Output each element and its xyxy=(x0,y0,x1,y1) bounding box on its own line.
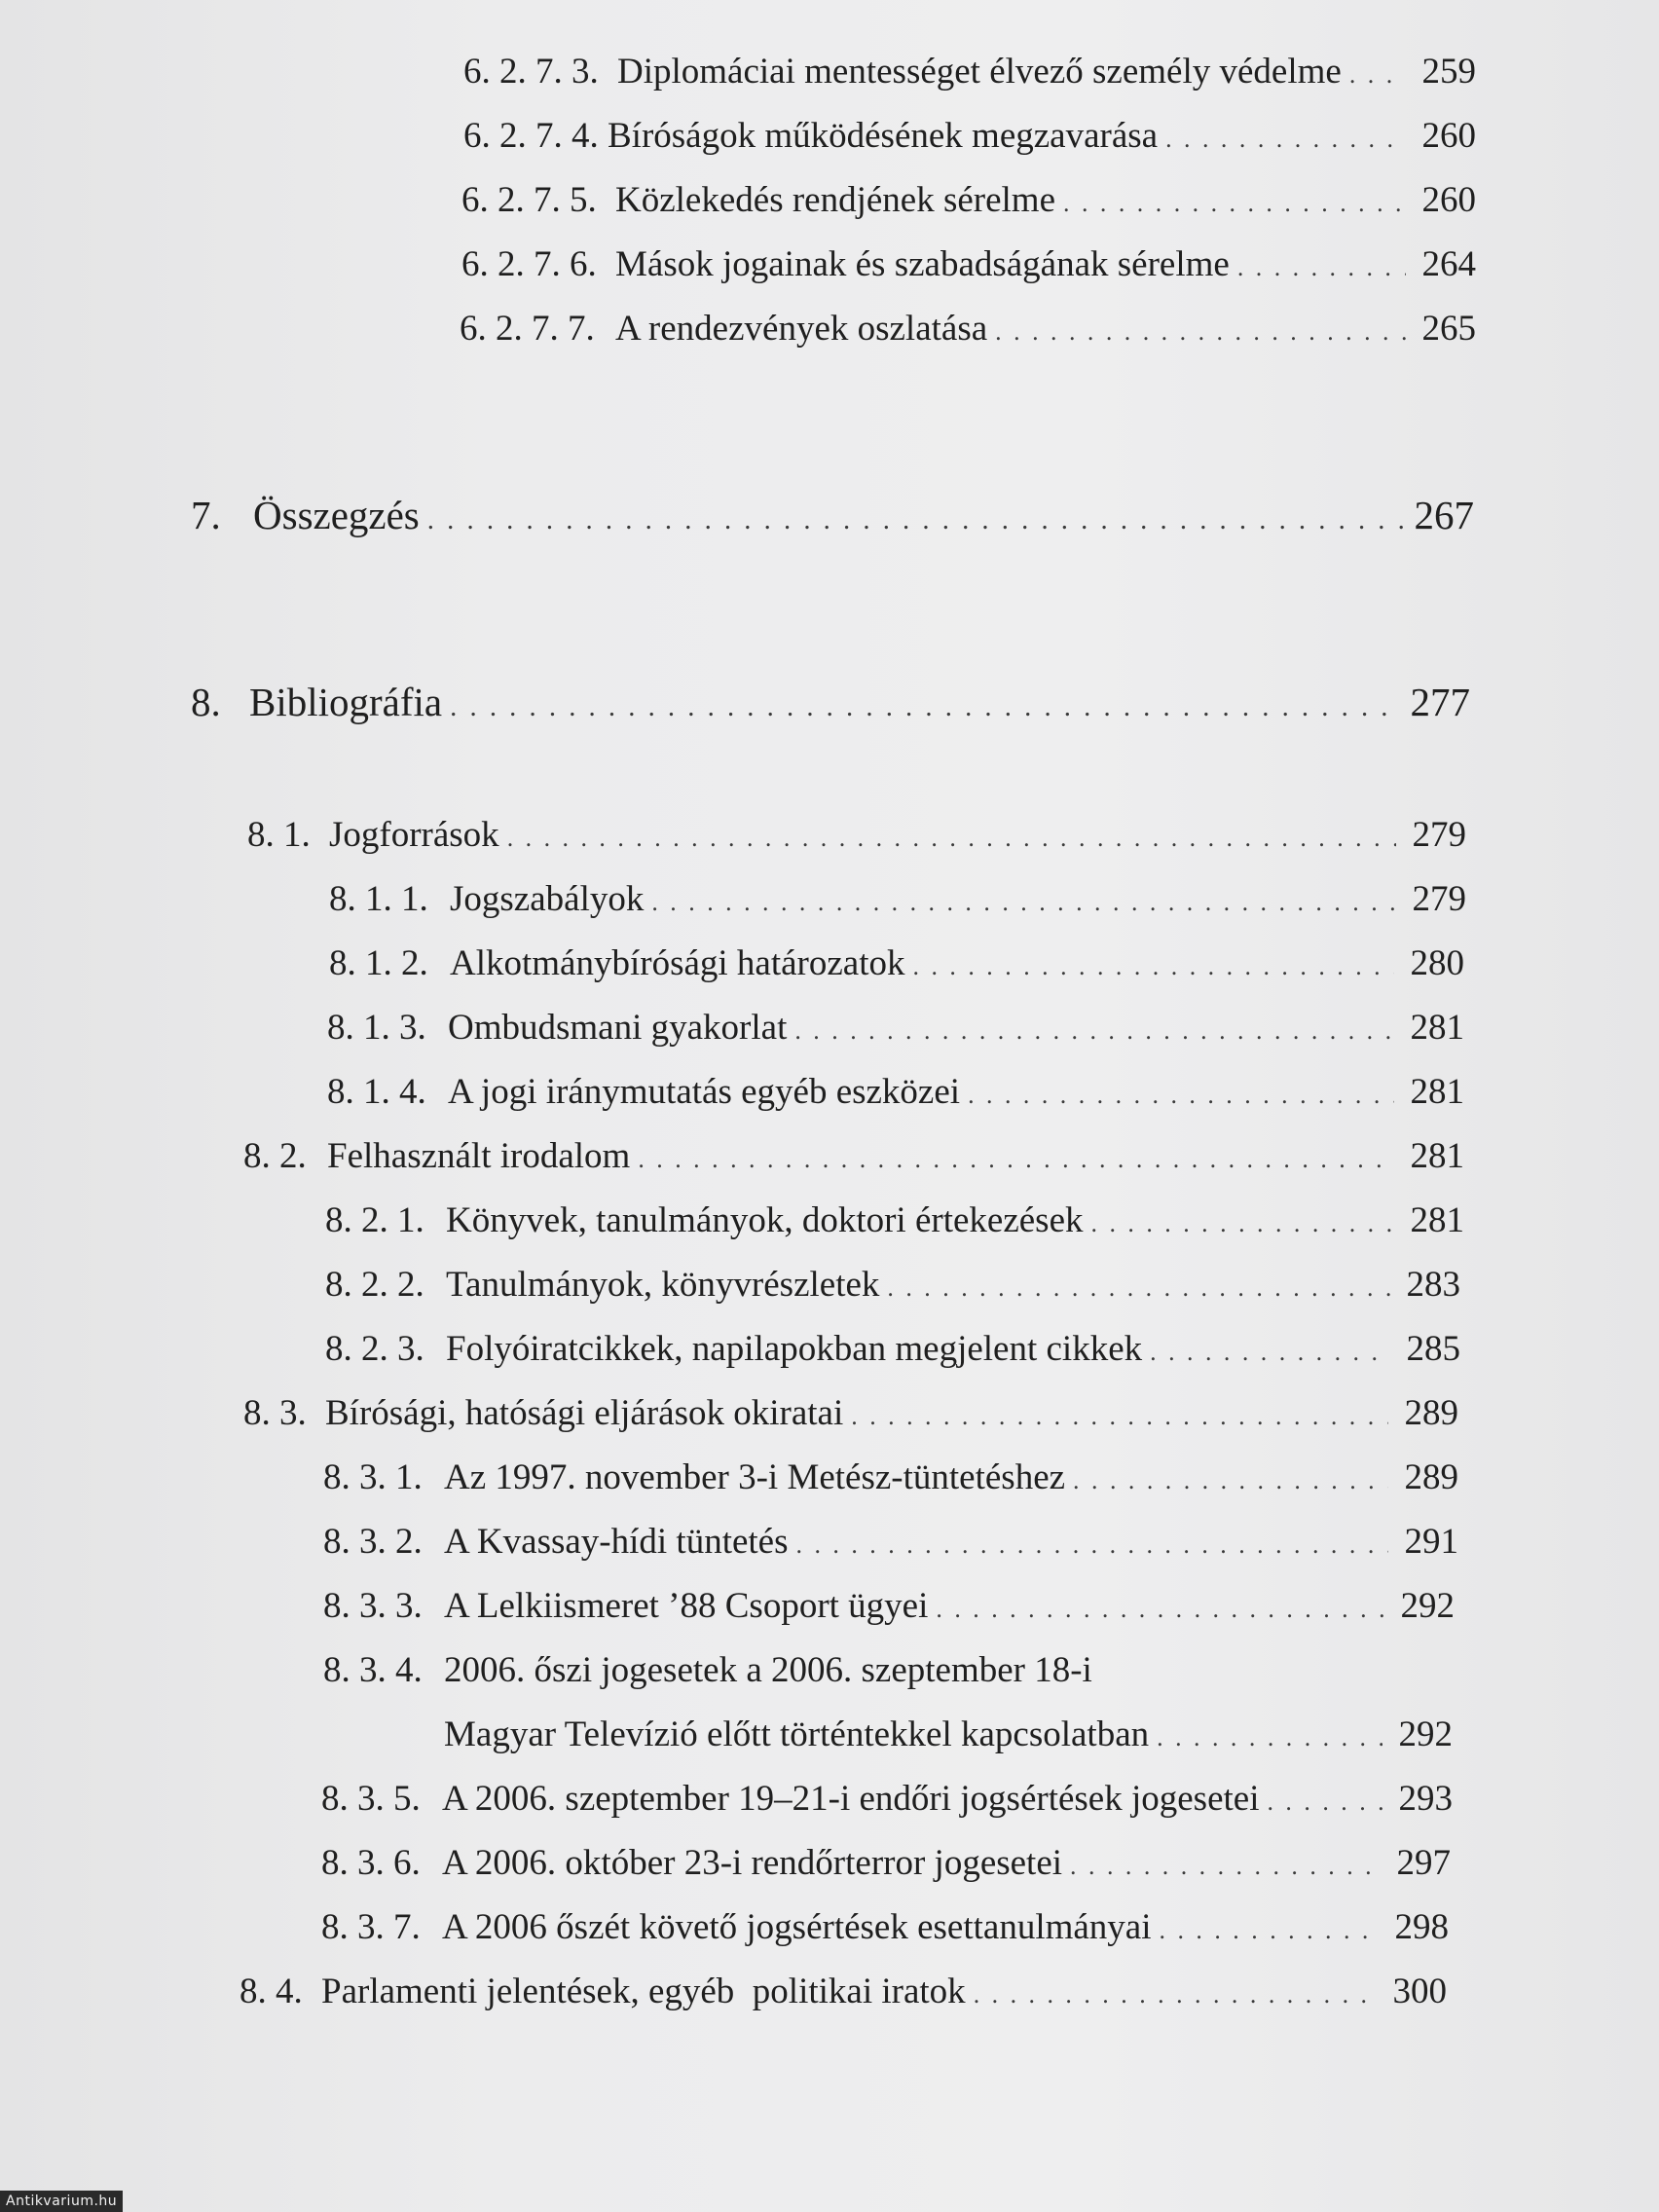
leader-dots xyxy=(913,952,1394,981)
toc-page-number: 291 xyxy=(1404,1522,1458,1562)
toc-number: 8. 2. 1. xyxy=(325,1200,424,1240)
leader-dots xyxy=(887,1273,1390,1303)
toc-title: A 2006. szeptember 19–21-i endőri jogsértések jogesetei xyxy=(442,1779,1260,1819)
toc-page-number: 279 xyxy=(1412,815,1466,855)
toc-page-number: 280 xyxy=(1410,943,1464,983)
toc-page-number: 279 xyxy=(1412,879,1466,919)
toc-entry xyxy=(329,878,1466,920)
toc-section xyxy=(243,1135,1464,1177)
toc-page-number: 293 xyxy=(1398,1779,1453,1819)
toc-number: 6. 2. 7. 5. xyxy=(461,180,597,220)
toc-entry xyxy=(323,1456,1458,1498)
toc-title: A 2006 őszét követő jogsértések esettanulmányai xyxy=(442,1907,1152,1947)
toc-title: Ombudsmani gyakorlat xyxy=(448,1008,788,1048)
leader-dots xyxy=(1157,1723,1382,1752)
toc-entry xyxy=(444,1714,1453,1755)
toc-title: Összegzés xyxy=(253,493,420,537)
toc-title-continuation: Magyar Televízió előtt történtekkel kapcsolatban xyxy=(444,1714,1150,1754)
toc-entry xyxy=(323,1585,1455,1627)
toc-number: 6. 2. 7. 3. xyxy=(463,52,599,92)
leader-dots xyxy=(1070,1852,1381,1881)
leader-dots xyxy=(450,691,1400,723)
toc-entry xyxy=(461,179,1476,221)
toc-title: Tanulmányok, könyvrészletek xyxy=(446,1265,880,1305)
leader-dots xyxy=(427,504,1404,536)
toc-number: 8. 1. xyxy=(247,815,311,855)
leader-dots xyxy=(507,824,1396,853)
toc-number: 8. 1. 2. xyxy=(329,943,428,983)
toc-page-number: 281 xyxy=(1410,1072,1464,1112)
toc-page-number: 264 xyxy=(1421,244,1476,284)
leader-dots xyxy=(638,1145,1394,1174)
leader-dots xyxy=(1349,60,1406,90)
leader-dots xyxy=(1165,125,1406,154)
toc-title: Bibliográfia xyxy=(249,680,443,724)
toc-title: Diplomáciai mentességet élvező személy védelme xyxy=(617,52,1342,92)
leader-dots xyxy=(995,317,1406,347)
toc-page-number: 260 xyxy=(1421,116,1476,156)
toc-number: 8. 1. 1. xyxy=(329,879,428,919)
toc-page-number: 292 xyxy=(1398,1714,1453,1754)
toc-title: Könyvek, tanulmányok, doktori értekezések xyxy=(446,1200,1084,1240)
toc-page-number: 259 xyxy=(1421,52,1476,92)
toc-number: 8. 4. xyxy=(240,1972,303,2011)
toc-page-number: 289 xyxy=(1404,1457,1458,1497)
toc-title: 2006. őszi jogesetek a 2006. szeptember 18-i xyxy=(444,1650,1092,1690)
toc-entry-first-line xyxy=(323,1649,1092,1691)
leader-dots xyxy=(794,1016,1394,1046)
toc-page-number: 281 xyxy=(1410,1136,1464,1176)
leader-dots xyxy=(974,1980,1377,2009)
toc-number: 8. 2. 2. xyxy=(325,1265,424,1305)
toc-title: Közlekedés rendjének sérelme xyxy=(615,180,1056,220)
leader-dots xyxy=(936,1595,1384,1624)
toc-entry xyxy=(325,1264,1460,1306)
toc-entry xyxy=(463,115,1476,157)
toc-title: Jogforrások xyxy=(329,815,499,855)
toc-number: 7. xyxy=(191,493,221,537)
toc-page-number: 292 xyxy=(1400,1586,1455,1626)
toc-title: Jogszabályok xyxy=(450,879,645,919)
toc-page-number: 283 xyxy=(1406,1265,1460,1305)
toc-entry xyxy=(321,1778,1453,1820)
toc-entry xyxy=(321,1842,1451,1884)
leader-dots xyxy=(1073,1466,1388,1495)
toc-number: 8. 1. 3. xyxy=(327,1008,426,1048)
toc-entry xyxy=(327,1071,1464,1113)
toc-title: Folyóiratcikkek, napilapokban megjelent cikkek xyxy=(446,1329,1143,1369)
leader-dots xyxy=(1267,1788,1382,1817)
toc-page-number: 285 xyxy=(1406,1329,1460,1369)
toc-title: A Kvassay-hídi tüntetés xyxy=(444,1522,789,1562)
toc-number: 8. 3. 4. xyxy=(323,1650,423,1690)
toc-page-number: 277 xyxy=(1410,680,1470,724)
leader-dots xyxy=(968,1081,1394,1110)
leader-dots xyxy=(1150,1338,1390,1367)
leader-dots xyxy=(651,888,1396,917)
toc-entry xyxy=(461,243,1476,285)
toc-page-number: 281 xyxy=(1410,1200,1464,1240)
toc-entry xyxy=(327,1007,1464,1049)
toc-entry xyxy=(460,308,1476,350)
toc-page-number: 300 xyxy=(1392,1972,1447,2011)
toc-number: 6. 2. 7. 7. xyxy=(460,309,595,349)
toc-page-number: 281 xyxy=(1410,1008,1464,1048)
leader-dots xyxy=(1063,189,1406,218)
toc-number: 8. 3. 7. xyxy=(321,1907,421,1947)
toc-entry xyxy=(325,1199,1464,1241)
toc-page-number: 260 xyxy=(1421,180,1476,220)
toc-title: Mások jogainak és szabadságának sérelme xyxy=(615,244,1230,284)
toc-title: Felhasznált irodalom xyxy=(327,1136,631,1176)
toc-page-number: 298 xyxy=(1394,1907,1449,1947)
toc-chapter xyxy=(191,492,1474,538)
toc-page-number: 265 xyxy=(1421,309,1476,349)
leader-dots xyxy=(1160,1916,1379,1945)
toc-section xyxy=(247,814,1466,856)
toc-title: Bíróságok működésének megzavarása xyxy=(608,116,1159,156)
toc-number: 8. 3. 2. xyxy=(323,1522,423,1562)
toc-page-number: 289 xyxy=(1404,1393,1458,1433)
toc-title: A jogi iránymutatás egyéb eszközei xyxy=(448,1072,961,1112)
toc-number: 8. xyxy=(191,680,221,724)
toc-entry xyxy=(325,1328,1460,1370)
toc-entry xyxy=(321,1906,1449,1948)
toc-number: 6. 2. 7. 6. xyxy=(461,244,597,284)
toc-entry xyxy=(323,1521,1458,1563)
toc-page-number: 267 xyxy=(1414,493,1474,537)
toc-chapter xyxy=(191,679,1470,725)
toc-number: 8. 1. 4. xyxy=(327,1072,426,1112)
toc-title: A Lelkiismeret ’88 Csoport ügyei xyxy=(444,1586,929,1626)
toc-number: 8. 3. 5. xyxy=(321,1779,421,1819)
toc-title: Az 1997. november 3-i Metész-tüntetéshez xyxy=(444,1457,1066,1497)
source-watermark: Antikvarium.hu xyxy=(0,2191,123,2212)
toc-title: A 2006. október 23-i rendőrterror jogesetei xyxy=(442,1843,1063,1883)
leader-dots xyxy=(1091,1209,1395,1238)
toc-title: Parlamenti jelentések, egyéb politikai iratok xyxy=(321,1972,966,2011)
toc-section xyxy=(240,1971,1447,2012)
leader-dots xyxy=(796,1530,1388,1560)
toc-number: 8. 3. 1. xyxy=(323,1457,423,1497)
toc-title: Bírósági, hatósági eljárások okiratai xyxy=(325,1393,844,1433)
toc-entry xyxy=(463,51,1476,92)
toc-number: 8. 2. 3. xyxy=(325,1329,424,1369)
toc-entry xyxy=(329,942,1464,984)
toc-number: 6. 2. 7. 4. xyxy=(463,116,599,156)
leader-dots xyxy=(851,1402,1388,1431)
toc-number: 8. 3. 6. xyxy=(321,1843,421,1883)
toc-number: 8. 2. xyxy=(243,1136,307,1176)
toc-title: Alkotmánybírósági határozatok xyxy=(450,943,905,983)
leader-dots xyxy=(1237,253,1406,282)
toc-page-number: 297 xyxy=(1396,1843,1451,1883)
toc-number: 8. 3. xyxy=(243,1393,307,1433)
toc-title: A rendezvények oszlatása xyxy=(615,309,988,349)
toc-section xyxy=(243,1392,1458,1434)
toc-number: 8. 3. 3. xyxy=(323,1586,423,1626)
